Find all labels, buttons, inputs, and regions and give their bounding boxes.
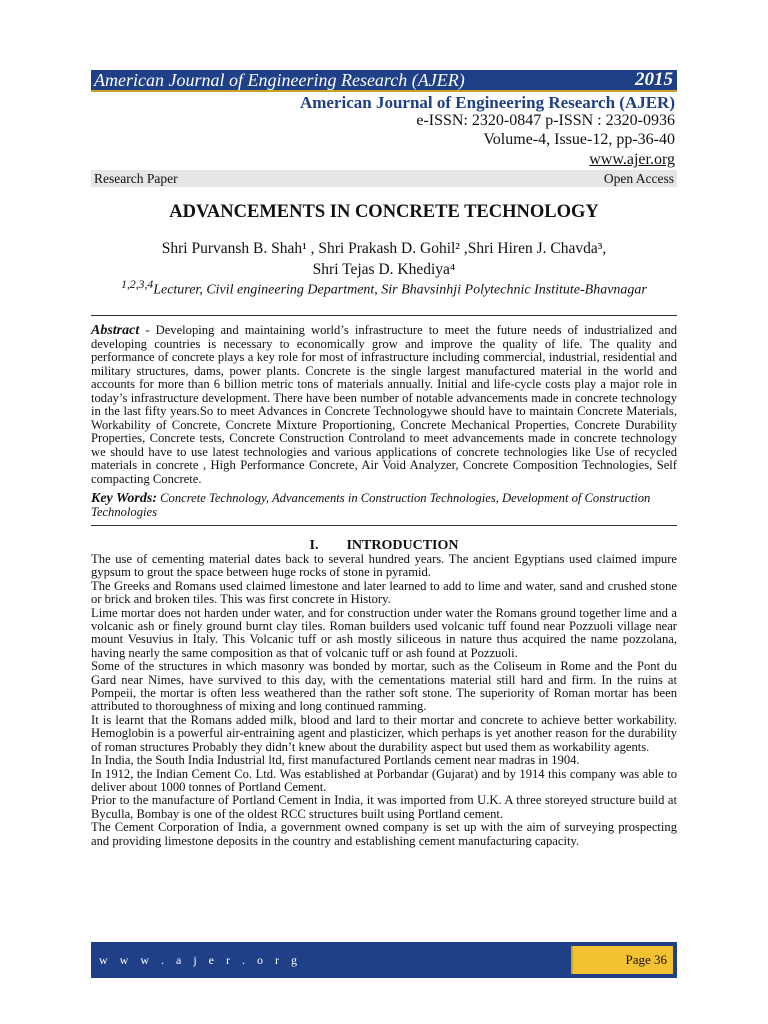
access-type: Open Access: [603, 170, 674, 186]
journal-website-link[interactable]: www.ajer.org: [589, 151, 675, 168]
divider: [91, 315, 677, 316]
affiliation-superscript: 1,2,3,4: [121, 278, 154, 291]
keywords-label: Key Words:: [91, 491, 157, 506]
abstract-label: Abstract: [91, 323, 140, 338]
affiliation-text: Lecturer, Civil engineering Department, Sir Bhavsinhji Polytechnic Institute-Bhavnagar: [153, 282, 647, 298]
page-number: Page 36: [573, 946, 673, 974]
paragraph: Prior to the manufacture of Portland Cement in India, it was imported from U.K. A three storeyed structure build at Byculla, Bombay is one of the oldest RCC structures built using Portland cement.: [91, 793, 677, 821]
paragraph: The use of cementing material dates back to several hundred years. The ancient Egyptians used claimed impure gypsum to grout the space between huge rocks of stone in pyramid.: [91, 552, 677, 580]
paragraph: Lime mortar does not harden under water, and for construction under water the Romans ground together lime and a volcanic ash or finely ground burnt clay tiles. Roman builders used volcanic tuff found near Pozzuoli village near mount Vesuvius in Italy. This Volcanic tuff or ash mostly siliceous in nature thus acquired the name pozzolana, having nearly the same composition as that of volcanic tuff or ash found at Pozzuoli.: [91, 605, 677, 660]
journal-name: American Journal of Engineering Research (AJER): [94, 69, 465, 90]
paper-type-bar: [91, 170, 677, 187]
authors-line-2: Shri Tejas D. Khediya⁴: [312, 261, 456, 278]
abstract-text: - Developing and maintaining world’s infrastructure to meet the future needs of industrialized and developing countries is necessary to economically grow and improve the quality of life. The quality and performance of concrete plays a key role for most of infrastructure including commercial, industrial, residential and military structures, dams, power plants. Concrete is the single largest manufactured material in the world and accounts for more than 6 billion metric tons of materials annually. Initial and life-cycle costs play a major role in today’s infrastructure development. There have been number of notable advancements made in concrete technology in the last fifty years.So to meet Advances in Concrete Technologywe should have to maintain Concrete Materials, Workability of Concrete, Concrete Mixture Proportioning, Concrete Mechanical Properties, Concrete Durability Properties, Concrete tests, Concrete Construction Controland to meet advancements made in concrete technology we should have to use latest technologies and various applications of concrete technologies like Use of recycled materials in concrete , High Performance Concrete, Air Void Analyzer, Concrete Composition Technologies, Self compacting Concrete.: [91, 323, 677, 486]
paragraph: It is learnt that the Romans added milk, blood and lard to their mortar and concrete to achieve better workability. Hemoglobin is a powerful air-entraining agent and plasticizer, which perhaps is yet another reason for the durability of roman structures Probably they didn’t knew about the durability aspect but used them as workability agents.: [91, 712, 677, 754]
footer-website[interactable]: w w w . a j e r . o r g: [95, 946, 573, 974]
divider: [91, 525, 677, 526]
authors-line-1: Shri Purvansh B. Shah¹ , Shri Prakash D. Gohil² ,Shri Hiren J. Chavda³,: [161, 240, 607, 257]
paragraph: In India, the South India Industrial ltd, first manufactured Portlands cement near madras in 1904.: [91, 753, 580, 768]
paragraph: Some of the structures in which masonry was bonded by mortar, such as the Coliseum in Rome and the Pont du Gard near Nimes, have survived to this day, with the cementations material still hard and firm. In the ruins at Pompeii, the mortar is often less weathered than the rather soft stone. The superiority of Roman mortar has been attributed to thoroughness of mixing and long continued ramming.: [91, 659, 677, 714]
paragraph: The Greeks and Romans used claimed limestone and later learned to add to lime and water, sand and crushed stone or brick and broken tiles. This was first concrete in History.: [91, 578, 677, 607]
journal-year: 2015: [635, 69, 673, 90]
paper-title: ADVANCEMENTS IN CONCRETE TECHNOLOGY: [169, 202, 599, 222]
section-heading: I. INTRODUCTION: [309, 538, 459, 553]
paragraph: In 1912, the Indian Cement Co. Ltd. Was established at Porbandar (Gujarat) and by 1914 this company was able to deliver about 1000 tonnes of Portland Cement.: [91, 766, 677, 794]
paper-type: Research Paper: [94, 170, 178, 186]
page-footer: [91, 942, 677, 978]
volume-info: Volume-4, Issue-12, pp-36-40: [483, 131, 675, 148]
authors: [91, 238, 677, 280]
introduction-body: [91, 553, 677, 848]
abstract: [91, 324, 677, 486]
affiliation: [91, 278, 677, 299]
keywords-text: Concrete Technology, Advancements in Construction Technologies, Development of Construction Technologies: [91, 491, 651, 519]
paragraph: The Cement Corporation of India, a government owned company is set up with the aim of surveying prospecting and providing limestone deposits in the country and establishing cement manufacturing capacity.: [91, 820, 677, 848]
keywords: [91, 492, 677, 519]
journal-title: American Journal of Engineering Research (AJER): [299, 93, 675, 112]
issn-info: e-ISSN: 2320-0847 p-ISSN : 2320-0936: [416, 112, 675, 129]
journal-header-bar: [91, 70, 677, 92]
